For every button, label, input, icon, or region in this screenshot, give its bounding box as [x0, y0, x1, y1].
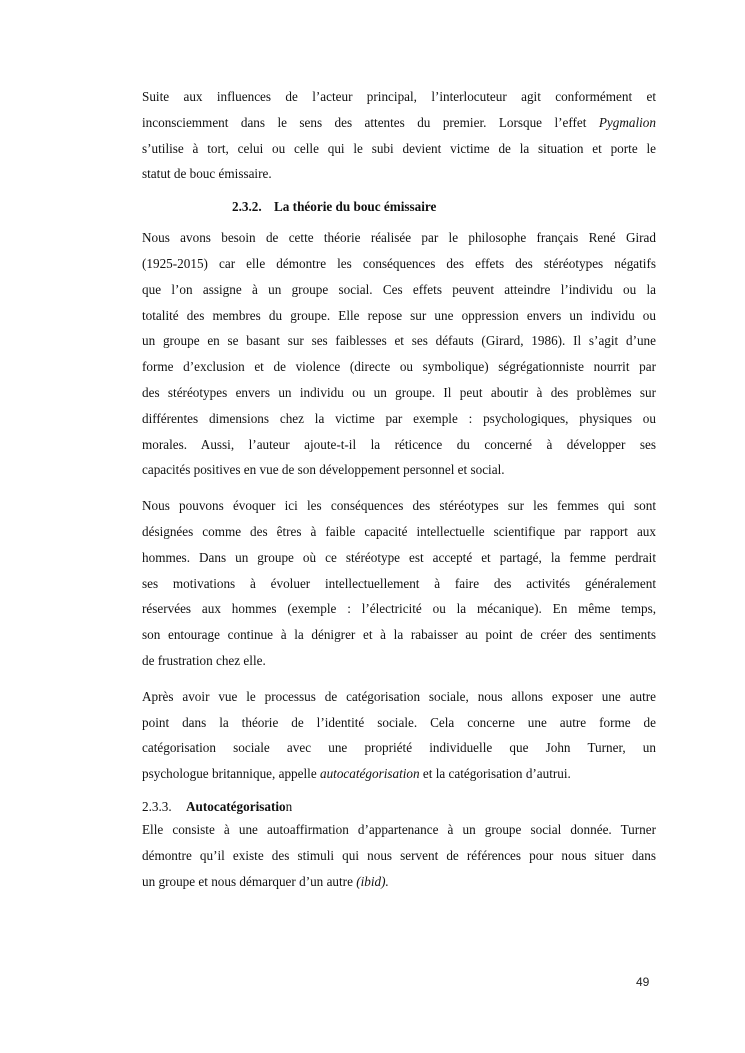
page-number: 49 — [636, 975, 650, 989]
text-span: et la catégorisation d’autrui. — [419, 766, 571, 782]
text-line: forme d’exclusion et de violence (directe ou symbolique) ségrégationniste nourrit par — [142, 359, 656, 375]
text-line: Nous pouvons évoquer ici les conséquences des stéréotypes sur les femmes qui sont — [142, 498, 656, 514]
text-line: (1925-2015) car elle démontre les conséquences des effets des stéréotypes négatifs — [142, 255, 656, 271]
text-line: point dans la théorie de l’identité sociale. Cela concerne une autre forme de — [142, 714, 656, 730]
text-line: un groupe en se basant sur ses faiblesses et ses défauts (Girard, 1986). Il s’agit d’une — [142, 333, 656, 349]
text-line: Après avoir vue le processus de catégorisation sociale, nous allons exposer une autre — [142, 688, 656, 704]
paragraph-pygmalion — [142, 84, 656, 187]
text-line: s’utilise à tort, celui ou celle qui le subi devient victime de la situation et porte le — [142, 140, 656, 156]
text-line — [142, 869, 656, 895]
section-title: La théorie du bouc émissaire — [274, 199, 437, 215]
section-heading-2-3-3 — [142, 797, 656, 817]
text-line — [142, 761, 656, 787]
paragraph-femmes — [142, 493, 656, 674]
text-line: Elle consiste à une autoaffirmation d’appartenance à un groupe social donnée. Turner — [142, 821, 656, 837]
section-title: Autocatégorisatio — [186, 798, 286, 814]
text-line: que l’on assigne à un groupe social. Ces effets peuvent atteindre l’individu ou la — [142, 281, 656, 297]
text-line: Nous avons besoin de cette théorie réalisée par le philosophe français René Girad — [142, 230, 656, 246]
section-number: 2.3.3. — [142, 798, 172, 814]
text-line: morales. Aussi, l’auteur ajoute-t-il la réticence du concerné à développer ses — [142, 436, 656, 452]
text-line: capacités positives en vue de son développement personnel et social. — [142, 462, 505, 478]
text-line: démontre qu’il existe des stimuli qui nous servent de références pour nous situer dans — [142, 847, 656, 863]
text-line: totalité des membres du groupe. Elle repose sur une oppression envers un individu ou — [142, 307, 656, 323]
text-line: réservées aux hommes (exemple : l’électricité ou la mécanique). En même temps, — [142, 601, 656, 617]
text-line: son entourage continue à la dénigrer et à la rabaisser au point de créer des sentiments — [142, 627, 656, 643]
text-line: des stéréotypes envers un individu ou un groupe. Il peut aboutir à des problèmes sur — [142, 384, 656, 400]
emphasis-autocategorisation: autocatégorisation — [319, 766, 420, 782]
text-line: ses motivations à évoluer intellectuellement à faire des activités généralement — [142, 575, 656, 591]
text-line: statut de bouc émissaire. — [142, 166, 272, 182]
text-span: un groupe et nous démarquer d’un autre — [142, 873, 357, 889]
section-number: 2.3.2. — [232, 199, 262, 215]
paragraph-autocategorisation — [142, 817, 656, 894]
text-span: inconsciemment dans le sens des attentes du premier. Lorsque l’effet — [142, 114, 599, 130]
text-line: Suite aux influences de l’acteur principal, l’interlocuteur agit conformément et — [142, 89, 656, 104]
paragraph-identite-sociale — [142, 684, 656, 787]
text-line: catégorisation sociale avec une propriété individuelle que John Turner, un — [142, 740, 656, 756]
text-line — [142, 110, 656, 136]
text-span: psychologue britannique, appelle — [142, 766, 320, 782]
emphasis-ibid: (ibid). — [356, 873, 389, 889]
section-heading-2-3-2 — [232, 197, 656, 217]
section-title-tail: n — [285, 798, 293, 814]
text-line: hommes. Dans un groupe où ce stéréotype est accepté et partagé, la femme perdrait — [142, 549, 656, 565]
text-line: de frustration chez elle. — [142, 652, 266, 668]
text-line: différentes dimensions chez la victime par exemple : psychologiques, physiques ou — [142, 410, 656, 426]
paragraph-bouc-emissaire — [142, 225, 656, 483]
document-page — [142, 84, 656, 904]
emphasis-pygmalion: Pygmalion — [598, 114, 656, 130]
text-line: désignées comme des êtres à faible capacité intellectuelle scientifique par rapport aux — [142, 523, 656, 539]
